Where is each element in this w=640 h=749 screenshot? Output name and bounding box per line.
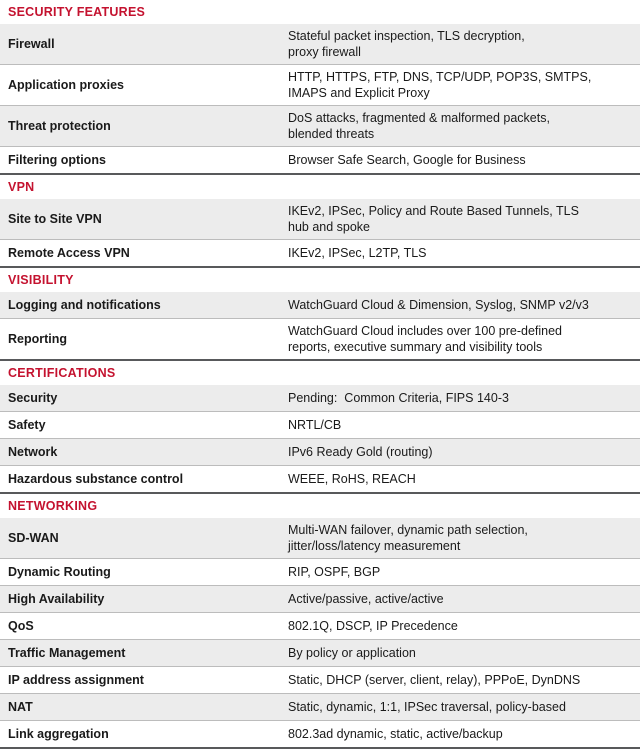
row-label: Filtering options: [8, 153, 106, 167]
row-value-line: HTTP, HTTPS, FTP, DNS, TCP/UDP, POP3S, SMTPS,: [288, 70, 592, 84]
row-value: [288, 417, 640, 433]
row-value-line: IKEv2, IPSec, L2TP, TLS: [288, 246, 427, 260]
table-row: [0, 412, 640, 438]
row-value-line: RIP, OSPF, BGP: [288, 565, 381, 579]
row-value: [288, 28, 640, 60]
row-value-line: jitter/loss/latency measurement: [288, 539, 461, 553]
table-row: [0, 199, 640, 239]
row-label: IP address assignment: [8, 673, 144, 687]
row-value: [288, 672, 640, 688]
row-value: [288, 69, 640, 101]
section-heading: NETWORKING: [0, 494, 640, 518]
row-value-line: Pending: Common Criteria, FIPS 140-3: [288, 391, 509, 405]
row-label: Threat protection: [8, 119, 111, 133]
table-row: [0, 385, 640, 411]
row-label: Security: [8, 391, 58, 405]
row-value: [288, 297, 640, 313]
row-label: QoS: [8, 619, 34, 633]
row-value-line: IKEv2, IPSec, Policy and Route Based Tunnels, TLS: [288, 204, 579, 218]
table-row: [0, 640, 640, 666]
table-row: [0, 586, 640, 612]
row-value: [288, 323, 640, 355]
spec-section: [0, 492, 640, 747]
row-label: Hazardous substance control: [8, 472, 184, 486]
row-value-line: WatchGuard Cloud & Dimension, Syslog, SNMP v2/v3: [288, 298, 589, 312]
row-value-line: WatchGuard Cloud includes over 100 pre-defined: [288, 324, 562, 338]
spec-section: [0, 266, 640, 359]
row-value-line: proxy firewall: [288, 45, 361, 59]
table-row: [0, 292, 640, 318]
table-row: [0, 667, 640, 693]
spec-section: [0, 173, 640, 266]
row-label: Traffic Management: [8, 646, 126, 660]
row-value: [288, 522, 640, 554]
row-value-line: Stateful packet inspection, TLS decryption,: [288, 29, 525, 43]
table-row: [0, 240, 640, 266]
row-value-line: By policy or application: [288, 646, 416, 660]
row-value-line: 802.1Q, DSCP, IP Precedence: [288, 619, 458, 633]
row-value-line: WEEE, RoHS, REACH: [288, 472, 416, 486]
row-value: [288, 699, 640, 715]
row-value: [288, 110, 640, 142]
row-label: High Availability: [8, 592, 105, 606]
row-label: NAT: [8, 700, 33, 714]
section-heading: VPN: [0, 175, 640, 199]
row-label: Remote Access VPN: [8, 246, 130, 260]
row-value-line: NRTL/CB: [288, 418, 342, 432]
row-value-line: reports, executive summary and visibility tools: [288, 340, 543, 354]
section-heading: SECURITY FEATURES: [0, 0, 640, 24]
section-heading: CERTIFICATIONS: [0, 361, 640, 385]
row-value: [288, 591, 640, 607]
row-value: [288, 618, 640, 634]
row-value-line: Browser Safe Search, Google for Business: [288, 153, 526, 167]
row-value: [288, 245, 640, 261]
row-value: [288, 203, 640, 235]
row-label: Firewall: [8, 37, 55, 51]
row-value: [288, 152, 640, 168]
row-value-line: IPv6 Ready Gold (routing): [288, 445, 433, 459]
spec-section: [0, 359, 640, 492]
table-row: [0, 518, 640, 558]
row-label: Network: [8, 445, 58, 459]
table-row: [0, 319, 640, 359]
row-label: Link aggregation: [8, 727, 109, 741]
row-label: Site to Site VPN: [8, 212, 102, 226]
table-row: [0, 439, 640, 465]
row-label: Application proxies: [8, 78, 124, 92]
table-row: [0, 106, 640, 146]
row-value-line: Active/passive, active/active: [288, 592, 444, 606]
row-label: Logging and notifications: [8, 298, 161, 312]
table-row: [0, 24, 640, 64]
table-row: [0, 721, 640, 747]
row-label: Dynamic Routing: [8, 565, 111, 579]
table-row: [0, 694, 640, 720]
row-value-line: hub and spoke: [288, 220, 371, 234]
row-label: SD-WAN: [8, 531, 59, 545]
table-row: [0, 613, 640, 639]
row-value-line: Static, dynamic, 1:1, IPSec traversal, policy-based: [288, 700, 566, 714]
row-value: [288, 564, 640, 580]
table-row: [0, 147, 640, 173]
row-label: Reporting: [8, 332, 68, 346]
row-value-line: 802.3ad dynamic, static, active/backup: [288, 727, 503, 741]
table-row: [0, 466, 640, 492]
row-value-line: Static, DHCP (server, client, relay), PPPoE, DynDNS: [288, 673, 581, 687]
table-row: [0, 559, 640, 585]
row-value-line: DoS attacks, fragmented & malformed packets,: [288, 111, 550, 125]
row-value: [288, 390, 640, 406]
row-value-line: blended threats: [288, 127, 375, 141]
row-value-line: Multi-WAN failover, dynamic path selection,: [288, 523, 528, 537]
row-value: [288, 645, 640, 661]
section-heading: VISIBILITY: [0, 268, 640, 292]
row-value-line: IMAPS and Explicit Proxy: [288, 86, 430, 100]
spec-section: [0, 0, 640, 173]
row-label: Safety: [8, 418, 46, 432]
row-value: [288, 471, 640, 487]
row-value: [288, 444, 640, 460]
table-row: [0, 65, 640, 105]
